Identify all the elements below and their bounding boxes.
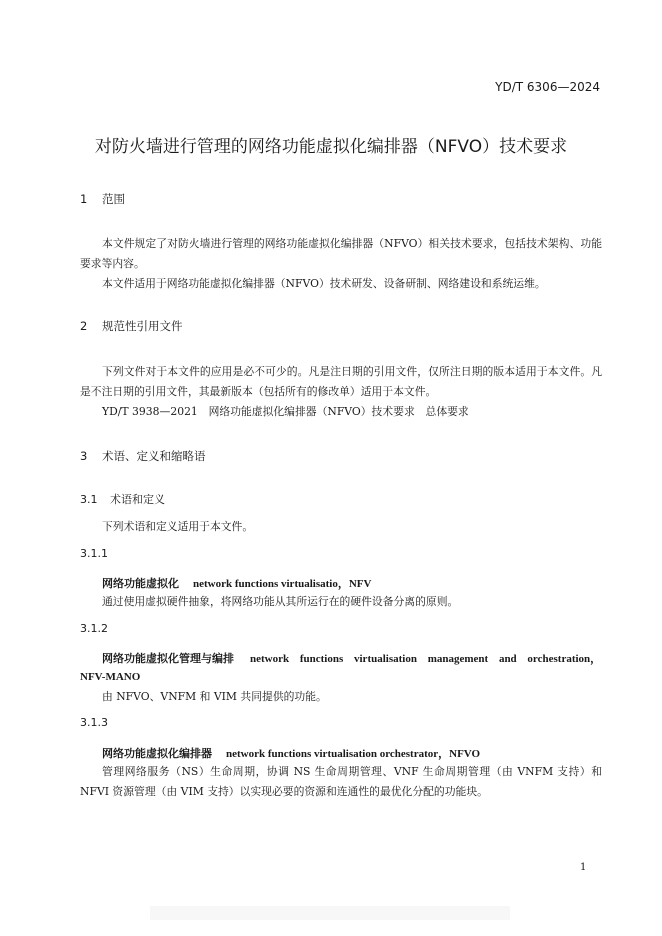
section-3-heading: [80, 448, 206, 464]
section-1-title: 范围: [102, 192, 125, 206]
subsection-3-1-heading: [80, 491, 165, 507]
clause-3-1-3-number: 3.1.3: [80, 716, 108, 729]
section-3-number: 3: [80, 449, 88, 463]
term-3-1-2-abbr: NFV-MANO: [80, 671, 141, 683]
normative-paragraph: 下列文件对于本文件的应用是必不可少的。凡是注日期的引用文件，仅所注日期的版本适用于本文件。凡是不注日期的引用文件，其最新版本（包括所有的修改单）适用于本文件。: [80, 365, 602, 398]
term-3-1-3-en: network functions virtualisation orchestrator，NFVO: [226, 748, 481, 760]
definition-3-1-1: 通过使用虚拟硬件抽象，将网络功能从其所运行在的硬件设备分离的原则。: [102, 595, 459, 608]
section-2-heading: [80, 318, 183, 334]
page-number: 1: [580, 862, 587, 873]
term-3-1-1-en: network functions virtualisatio，NFV: [193, 578, 372, 590]
term-3-1-2: [102, 650, 602, 666]
definition-3-1-2: 由 NFVO、VNFM 和 VIM 共同提供的功能。: [102, 690, 327, 703]
standard-number: YD/T 6306—2024: [495, 80, 600, 94]
clause-3-1-1-number: 3.1.1: [80, 547, 108, 560]
definition-3-1-3: 管理网络服务（NS）生命周期，协调 NS 生命周期管理、VNF 生命周期管理（由 VNFM 支持）和 NFVI 资源管理（由 VIM 支持）以实现必要的资源和连通性的最优化分配的功能块。: [80, 765, 602, 798]
section-2-title: 规范性引用文件: [102, 319, 183, 333]
section-1-heading: [80, 191, 125, 207]
section-3-title: 术语、定义和缩略语: [102, 449, 206, 463]
term-3-1-2-en-continued: [80, 670, 140, 683]
term-3-1-1: [102, 575, 371, 591]
normative-reference: YD/T 3938—2021 网络功能虚拟化编排器（NFVO）技术要求 总体要求: [102, 405, 469, 418]
section-2-number: 2: [80, 319, 88, 333]
term-3-1-2-en: network functions virtualisation management and orchestration，: [250, 653, 602, 665]
term-3-1-3: [102, 745, 480, 761]
section-1-number: 1: [80, 192, 88, 206]
term-3-1-2-cn: 网络功能虚拟化管理与编排: [102, 652, 234, 665]
subsection-3-1-title: 术语和定义: [110, 493, 165, 506]
scope-paragraph-1: 本文件规定了对防火墙进行管理的网络功能虚拟化编排器（NFVO）相关技术要求，包括技术架构、功能要求等内容。: [80, 237, 602, 270]
terms-intro: 下列术语和定义适用于本文件。: [102, 520, 254, 533]
term-3-1-3-cn: 网络功能虚拟化编排器: [102, 747, 212, 760]
scope-paragraph-2: 本文件适用于网络功能虚拟化编排器（NFVO）技术研发、设备研制、网络建设和系统运维。: [102, 277, 546, 290]
faint-footer-watermark: [150, 906, 510, 920]
clause-3-1-2-number: 3.1.2: [80, 622, 108, 635]
subsection-3-1-number: 3.1: [80, 493, 98, 506]
document-title: 对防火墙进行管理的网络功能虚拟化编排器（NFVO）技术要求: [94, 137, 568, 157]
term-3-1-1-cn: 网络功能虚拟化: [102, 577, 179, 590]
